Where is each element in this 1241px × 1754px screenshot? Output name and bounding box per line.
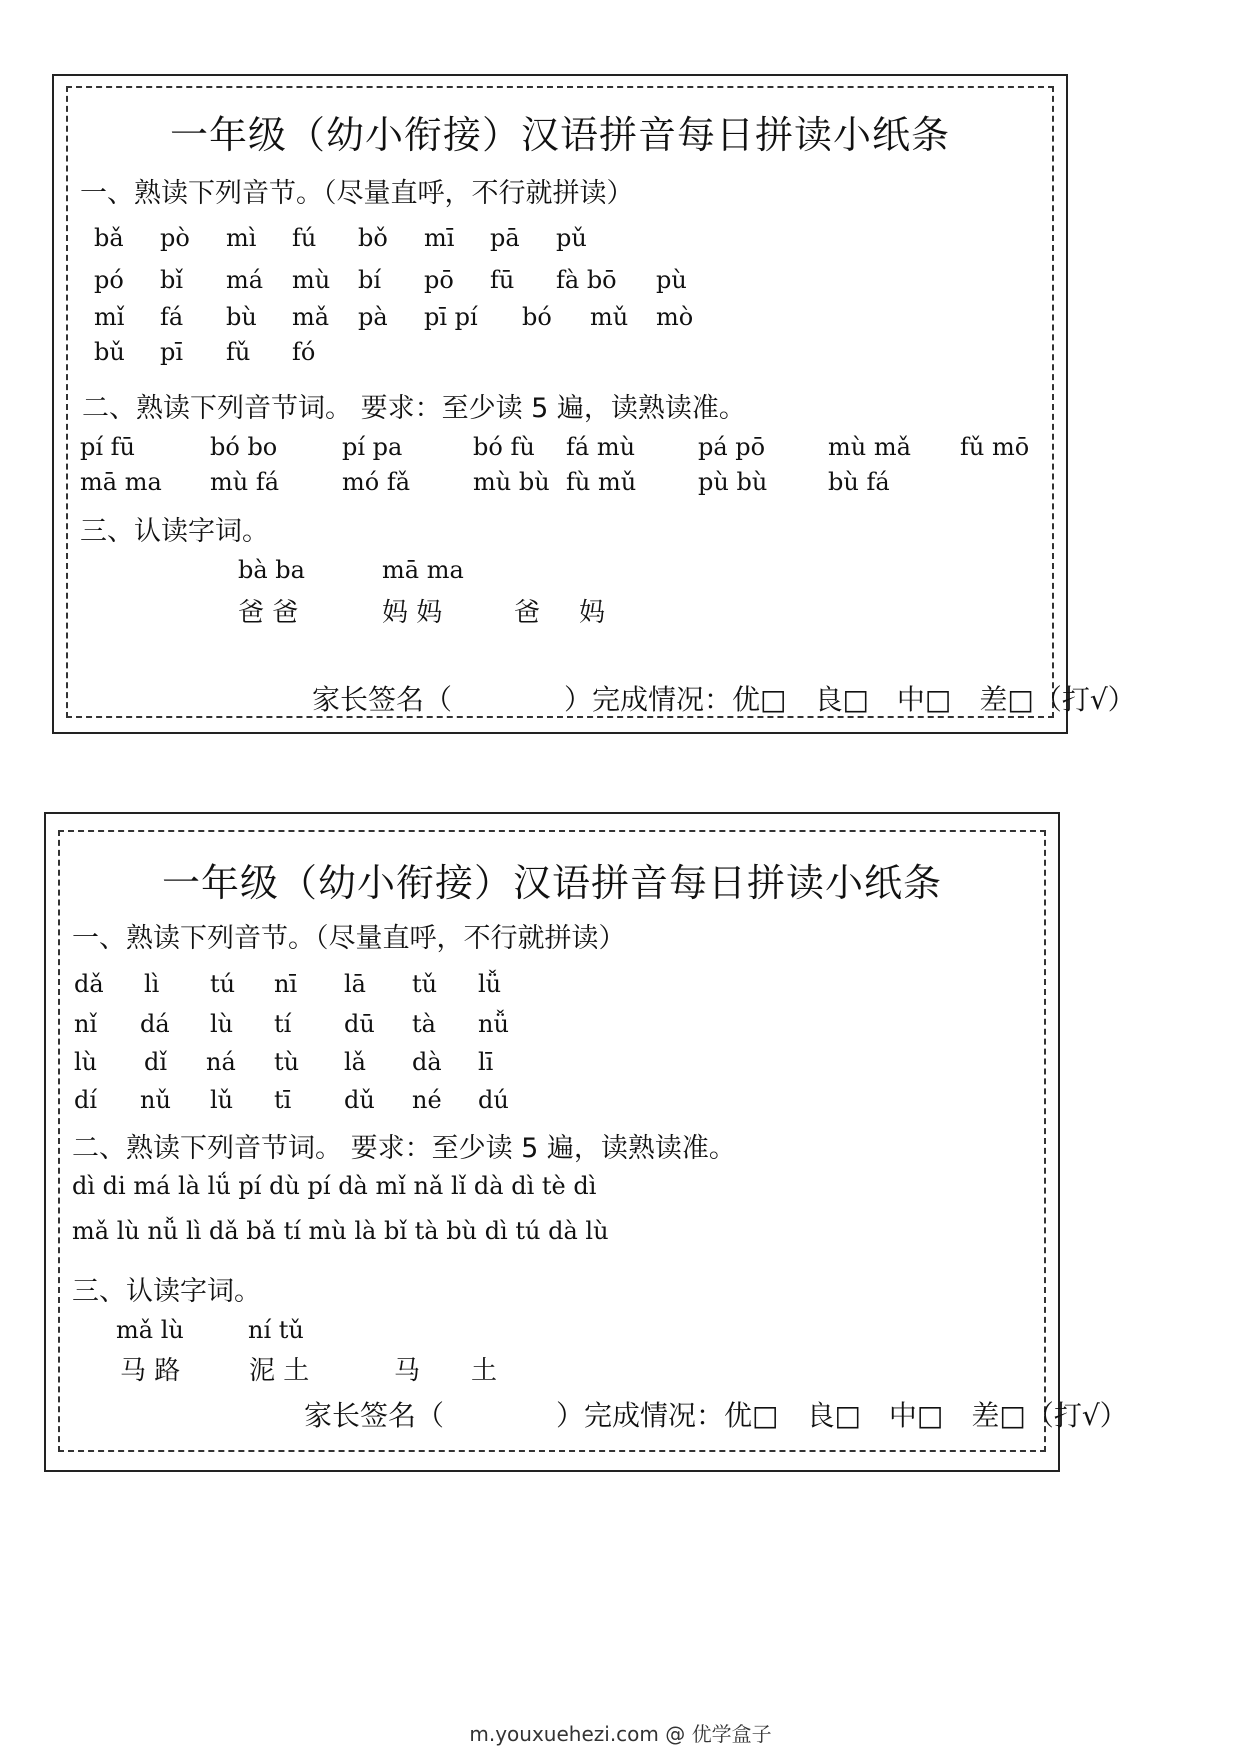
pinyin-syllable: tú [210, 970, 236, 998]
pinyin-syllable: bí [358, 266, 382, 294]
pinyin-syllable: bǐ [160, 266, 184, 294]
pinyin-syllable: tǔ [412, 970, 438, 998]
pinyin-syllable: pí fū [80, 433, 136, 461]
ruby-pinyin: bà ba [238, 556, 305, 584]
pinyin-syllable: pù bù [698, 468, 768, 496]
pinyin-syllable: mǔ [590, 303, 629, 331]
pinyin-syllable: fǔ mō [960, 433, 1030, 461]
pinyin-syllable: tà [412, 1010, 436, 1038]
pinyin-syllable: pà [358, 303, 388, 331]
hanzi-word: 马 路 [120, 1356, 181, 1386]
pinyin-syllable: bù [226, 303, 257, 331]
hanzi-char: 土 [471, 1356, 498, 1386]
pinyin-syllable: bǔ [94, 338, 125, 366]
hanzi-word: 泥 土 [249, 1356, 310, 1386]
pinyin-syllable: pò [160, 224, 190, 252]
ruby-pinyin: mā ma [382, 556, 464, 584]
pinyin-syllable: mù fá [210, 468, 280, 496]
parent-signature-line: 家长签名（ ）完成情况：优□ 良□ 中□ 差□（打√） [312, 683, 1136, 716]
pinyin-syllable: dà [412, 1048, 442, 1076]
pinyin-syllable: bǎ [94, 224, 124, 252]
pinyin-syllable: pá pō [698, 433, 766, 461]
pinyin-syllable: bó bo [210, 433, 278, 461]
card-title: 一年级（幼小衔接）汉语拼音每日拼读小纸条 [161, 861, 942, 905]
pinyin-syllable: pù [656, 266, 687, 294]
pinyin-syllable: pǔ [556, 224, 587, 252]
pinyin-syllable: mǐ [94, 303, 125, 331]
pinyin-syllable: lī [478, 1048, 494, 1076]
pinyin-syllable: lǔ [210, 1086, 234, 1114]
pinyin-syllable: pí pa [342, 433, 403, 461]
pinyin-syllable: pī pí [424, 303, 478, 331]
pinyin-syllable: tí [274, 1010, 292, 1038]
pinyin-syllable: fù mǔ [566, 468, 637, 496]
section-3-heading: 三、认读字词。 [80, 516, 269, 547]
pinyin-syllable: dí [74, 1086, 98, 1114]
ruby-pinyin: mǎ lù [116, 1316, 184, 1344]
pinyin-card-2 [44, 812, 1128, 1472]
section-1-heading: 一、熟读下列音节。（尽量直呼，不行就拼读） [72, 923, 626, 954]
hanzi-char: 马 [394, 1356, 421, 1386]
pinyin-syllable: dá [140, 1010, 170, 1038]
pinyin-syllable: bù fá [828, 468, 890, 496]
pinyin-syllable: mā ma [80, 468, 162, 496]
pinyin-syllable: nǚ [478, 1010, 509, 1038]
pinyin-syllable: lù [210, 1010, 234, 1038]
pinyin-syllable: bó [522, 303, 552, 331]
pinyin-syllable: lā [344, 970, 366, 998]
pinyin-syllable: mī [424, 224, 455, 252]
hanzi-char: 爸 [514, 598, 541, 628]
pinyin-syllable: dǐ [144, 1048, 168, 1076]
pinyin-syllable: pō [424, 266, 454, 294]
pinyin-syllable: mù [292, 266, 331, 294]
pinyin-syllable: pā [490, 224, 520, 252]
pinyin-syllable: mó fǎ [342, 468, 411, 496]
pinyin-syllable: mǎ [292, 303, 330, 331]
pinyin-syllable: fó [292, 338, 316, 366]
section-2-heading: 二、熟读下列音节词。 要求：至少读 5 遍，读熟读准。 [82, 393, 746, 424]
pinyin-syllable: fǔ [226, 338, 251, 366]
pinyin-syllable: mò [656, 303, 694, 331]
word-line: mǎ lù nǚ lì dǎ bǎ tí mù là bǐ tà bù dì tú dà lù [72, 1217, 609, 1245]
hanzi-char: 妈 [579, 598, 606, 628]
pinyin-syllable: dū [344, 1010, 375, 1038]
ruby-pinyin: ní tǔ [248, 1316, 304, 1344]
hanzi-word: 爸 爸 [238, 598, 299, 628]
pinyin-syllable: lù [74, 1048, 98, 1076]
pinyin-syllable: tī [274, 1086, 292, 1114]
word-line: dì di má là lǘ pí dù pí dà mǐ nǎ lǐ dà dì tè dì [72, 1172, 597, 1200]
pinyin-syllable: mù mǎ [828, 433, 911, 461]
hanzi-word: 妈 妈 [382, 598, 443, 628]
pinyin-syllable: nǐ [74, 1010, 98, 1038]
card-title: 一年级（幼小衔接）汉语拼音每日拼读小纸条 [169, 113, 950, 157]
pinyin-syllable: tù [274, 1048, 300, 1076]
pinyin-syllable: bǒ [358, 224, 388, 252]
pinyin-syllable: má [226, 266, 264, 294]
pinyin-syllable: bó fù [473, 433, 535, 461]
pinyin-syllable: dǎ [74, 970, 104, 998]
pinyin-syllable: ná [206, 1048, 236, 1076]
section-1-heading: 一、熟读下列音节。（尽量直呼，不行就拼读） [80, 178, 634, 209]
parent-signature-line: 家长签名（ ）完成情况：优□ 良□ 中□ 差□（打√） [304, 1399, 1128, 1432]
watermark: m.youxuehezi.com @ 优学盒子 [469, 1722, 772, 1746]
pinyin-syllable: mù bù [473, 468, 550, 496]
pinyin-syllable: fū [490, 266, 515, 294]
pinyin-syllable: pó [94, 266, 124, 294]
pinyin-syllable: dú [478, 1086, 509, 1114]
pinyin-syllable: fú [292, 224, 317, 252]
pinyin-syllable: pī [160, 338, 184, 366]
pinyin-syllable: dǔ [344, 1086, 375, 1114]
pinyin-syllable: lì [144, 970, 160, 998]
pinyin-syllable: nī [274, 970, 298, 998]
section-3-heading: 三、认读字词。 [72, 1276, 261, 1307]
pinyin-syllable: fá [160, 303, 184, 331]
pinyin-syllable: né [412, 1086, 442, 1114]
pinyin-syllable: nǔ [140, 1086, 171, 1114]
pinyin-card-1 [52, 74, 1136, 734]
pinyin-syllable: lǚ [478, 970, 502, 998]
pinyin-syllable: lǎ [344, 1048, 366, 1076]
pinyin-syllable: mì [226, 224, 257, 252]
pinyin-syllable: fá mù [566, 433, 636, 461]
section-2-heading: 二、熟读下列音节词。 要求：至少读 5 遍，读熟读准。 [72, 1133, 736, 1164]
pinyin-syllable: fà bō [556, 266, 617, 294]
